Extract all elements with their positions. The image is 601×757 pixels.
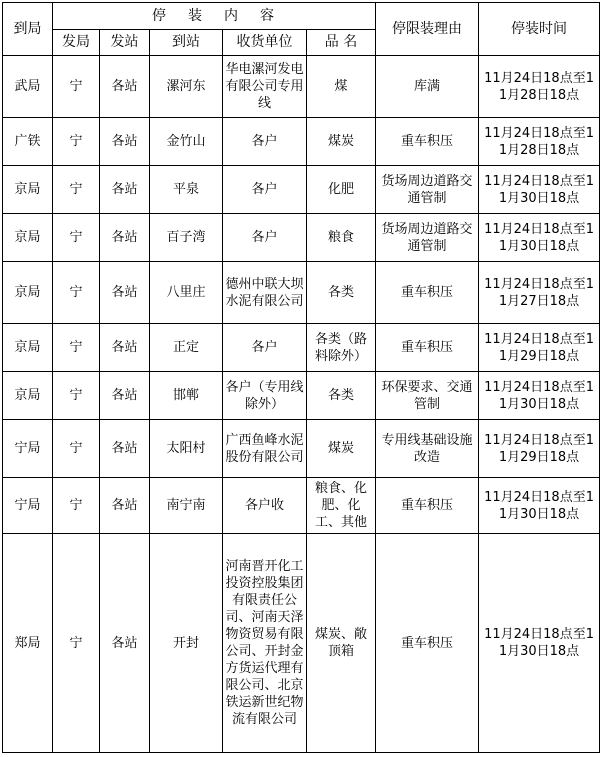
cell-dest-bureau: 广铁 <box>3 118 53 166</box>
cell-reason: 货场周边道路交通管制 <box>376 214 479 262</box>
cell-from-station: 各站 <box>100 478 150 534</box>
cell-goods: 各类 <box>307 372 376 420</box>
cell-from-station: 各站 <box>100 324 150 372</box>
header-from-station: 发站 <box>100 30 150 56</box>
cell-from-bureau: 宁 <box>53 534 100 753</box>
cell-from-station: 各站 <box>100 534 150 753</box>
cell-dest-bureau: 宁局 <box>3 478 53 534</box>
header-goods: 品 名 <box>307 30 376 56</box>
cell-from-station: 各站 <box>100 56 150 118</box>
cell-from-station: 各站 <box>100 166 150 214</box>
cell-consignee: 各户（专用线除外） <box>223 372 307 420</box>
cell-from-bureau: 宁 <box>53 56 100 118</box>
cell-to-station: 南宁南 <box>150 478 223 534</box>
cell-dest-bureau: 京局 <box>3 324 53 372</box>
table-row <box>3 372 600 420</box>
cell-time: 11月24日18点至11月30日18点 <box>479 534 600 753</box>
cell-from-bureau: 宁 <box>53 214 100 262</box>
cell-reason: 重车积压 <box>376 118 479 166</box>
cell-consignee: 各户收 <box>223 478 307 534</box>
table-row <box>3 118 600 166</box>
header-dest-bureau: 到局 <box>3 3 53 56</box>
cell-goods: 各类（路料除外） <box>307 324 376 372</box>
cell-consignee: 各户 <box>223 166 307 214</box>
cell-time: 11月24日18点至11月30日18点 <box>479 478 600 534</box>
cell-reason: 重车积压 <box>376 534 479 753</box>
cell-dest-bureau: 武局 <box>3 56 53 118</box>
cell-time: 11月24日18点至11月30日18点 <box>479 372 600 420</box>
cell-to-station: 开封 <box>150 534 223 753</box>
cell-to-station: 太阳村 <box>150 420 223 478</box>
cell-time: 11月24日18点至11月30日18点 <box>479 214 600 262</box>
cell-dest-bureau: 京局 <box>3 262 53 324</box>
cell-to-station: 金竹山 <box>150 118 223 166</box>
cell-consignee: 各户 <box>223 324 307 372</box>
cell-reason: 重车积压 <box>376 478 479 534</box>
cell-reason: 库满 <box>376 56 479 118</box>
cell-to-station: 平泉 <box>150 166 223 214</box>
cell-to-station: 漯河东 <box>150 56 223 118</box>
header-to-station: 到站 <box>150 30 223 56</box>
cell-goods: 煤炭、敞顶箱 <box>307 534 376 753</box>
cell-from-station: 各站 <box>100 372 150 420</box>
table-row <box>3 478 600 534</box>
cell-time: 11月24日18点至11月29日18点 <box>479 420 600 478</box>
cell-from-bureau: 宁 <box>53 118 100 166</box>
cell-from-bureau: 宁 <box>53 324 100 372</box>
table-row <box>3 56 600 118</box>
table-row <box>3 214 600 262</box>
cell-time: 11月24日18点至11月30日18点 <box>479 166 600 214</box>
cell-goods: 煤炭 <box>307 118 376 166</box>
table-row <box>3 534 600 753</box>
cell-consignee: 各户 <box>223 214 307 262</box>
cell-consignee: 广西鱼峰水泥股份有限公司 <box>223 420 307 478</box>
header-content: 停装内容 <box>53 3 376 30</box>
cell-time: 11月24日18点至11月29日18点 <box>479 324 600 372</box>
header-reason: 停限装理由 <box>376 3 479 56</box>
stop-loading-table <box>2 2 600 753</box>
cell-goods: 粮食 <box>307 214 376 262</box>
cell-from-station: 各站 <box>100 262 150 324</box>
cell-from-bureau: 宁 <box>53 478 100 534</box>
cell-goods: 煤 <box>307 56 376 118</box>
cell-reason: 重车积压 <box>376 324 479 372</box>
cell-from-station: 各站 <box>100 118 150 166</box>
cell-from-station: 各站 <box>100 420 150 478</box>
cell-to-station: 邯郸 <box>150 372 223 420</box>
header-from-bureau: 发局 <box>53 30 100 56</box>
cell-dest-bureau: 宁局 <box>3 420 53 478</box>
cell-consignee: 各户 <box>223 118 307 166</box>
cell-dest-bureau: 京局 <box>3 372 53 420</box>
cell-goods: 粮食、化肥、化工、其他 <box>307 478 376 534</box>
table-row <box>3 420 600 478</box>
cell-from-bureau: 宁 <box>53 420 100 478</box>
cell-consignee: 德州中联大坝水泥有限公司 <box>223 262 307 324</box>
cell-from-bureau: 宁 <box>53 372 100 420</box>
cell-consignee: 河南晋开化工投资控股集团有限责任公司、河南天泽物资贸易有限公司、开封金方货运代理有限公司、北京铁运新世纪物流有限公司 <box>223 534 307 753</box>
cell-goods: 化肥 <box>307 166 376 214</box>
table-row <box>3 324 600 372</box>
cell-reason: 货场周边道路交通管制 <box>376 166 479 214</box>
cell-from-bureau: 宁 <box>53 166 100 214</box>
cell-from-station: 各站 <box>100 214 150 262</box>
cell-reason: 专用线基础设施改造 <box>376 420 479 478</box>
header-time: 停装时间 <box>479 3 600 56</box>
header-consignee: 收货单位 <box>223 30 307 56</box>
cell-dest-bureau: 京局 <box>3 214 53 262</box>
cell-goods: 各类 <box>307 262 376 324</box>
cell-to-station: 八里庄 <box>150 262 223 324</box>
cell-consignee: 华电漯河发电有限公司专用线 <box>223 56 307 118</box>
cell-time: 11月24日18点至11月28日18点 <box>479 118 600 166</box>
cell-dest-bureau: 郑局 <box>3 534 53 753</box>
cell-reason: 重车积压 <box>376 262 479 324</box>
header-row-1 <box>3 3 600 30</box>
cell-from-bureau: 宁 <box>53 262 100 324</box>
table-row <box>3 262 600 324</box>
cell-time: 11月24日18点至11月27日18点 <box>479 262 600 324</box>
cell-reason: 环保要求、交通管制 <box>376 372 479 420</box>
cell-dest-bureau: 京局 <box>3 166 53 214</box>
cell-time: 11月24日18点至11月28日18点 <box>479 56 600 118</box>
table-row <box>3 166 600 214</box>
cell-to-station: 百子湾 <box>150 214 223 262</box>
cell-to-station: 正定 <box>150 324 223 372</box>
cell-goods: 煤炭 <box>307 420 376 478</box>
